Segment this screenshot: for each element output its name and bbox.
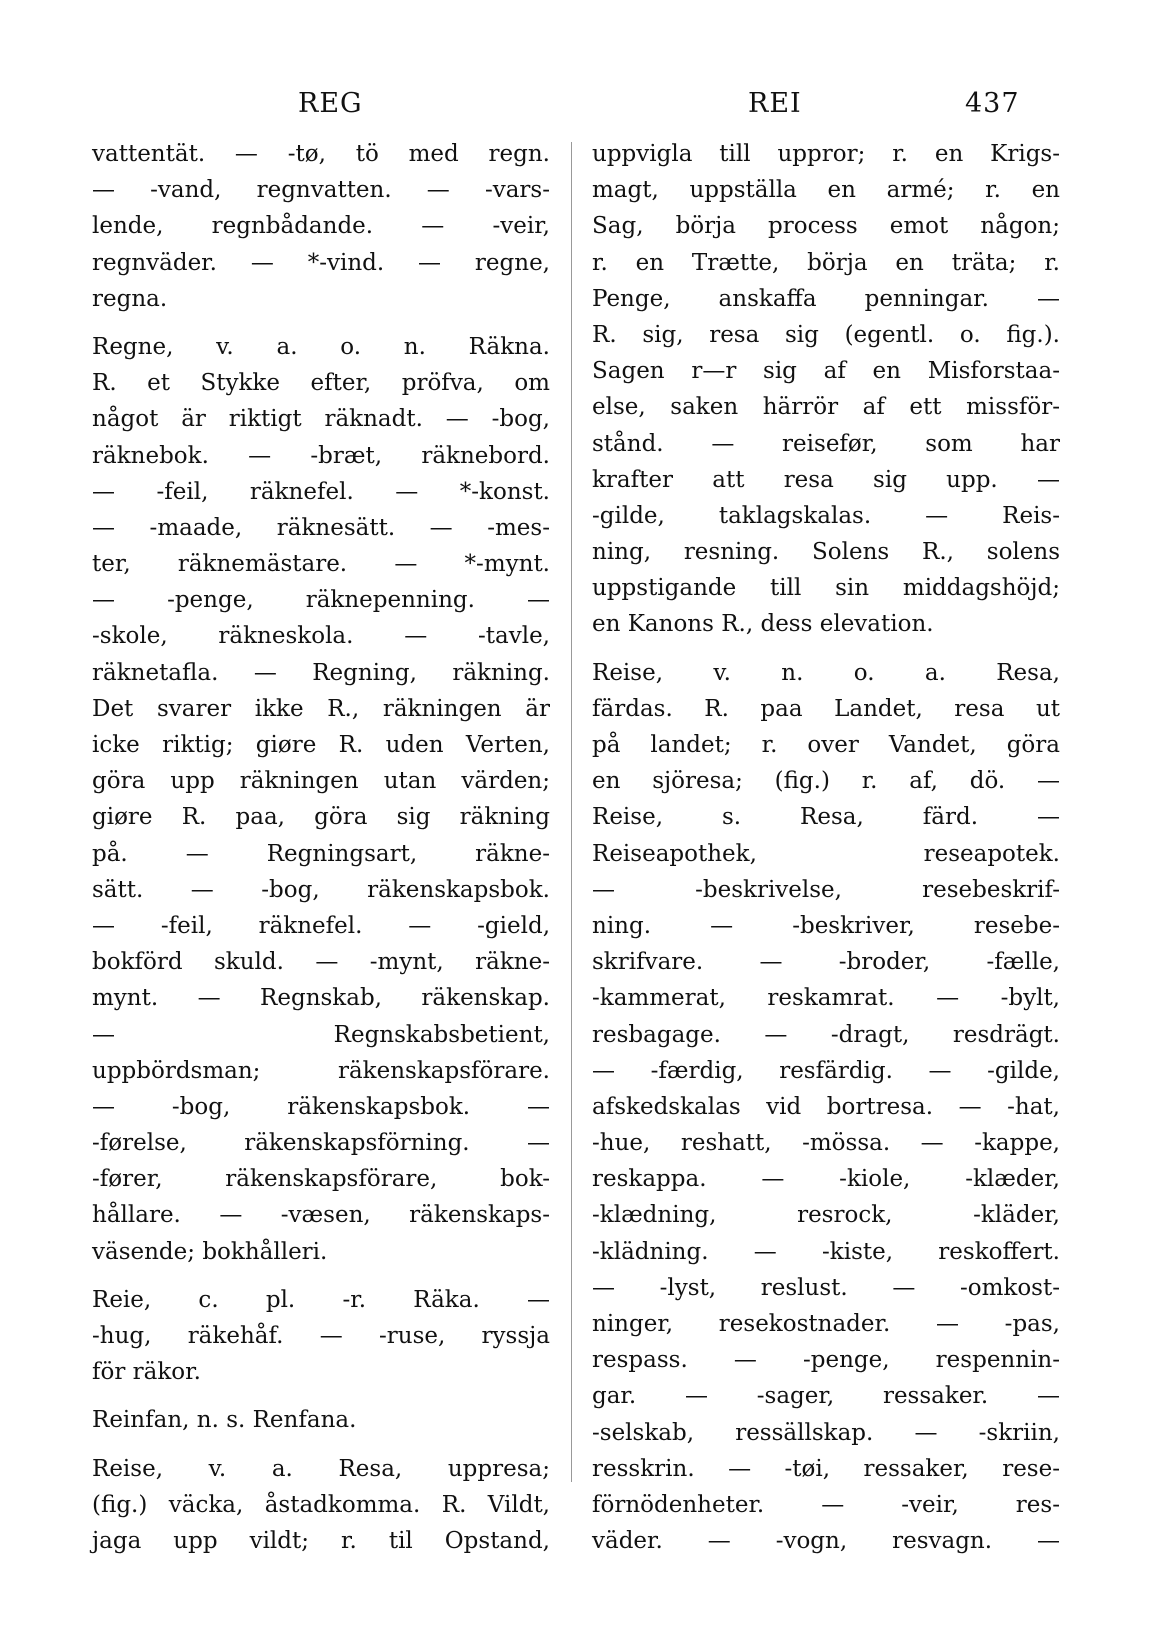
text-line: -klædning, resrock, -kläder, bbox=[592, 1202, 1060, 1229]
text-line: -klädning. — -kiste, reskoffert. bbox=[592, 1238, 1060, 1265]
text-line: på landet; r. over Vandet, göra bbox=[592, 732, 1060, 758]
text-line: — -beskrivelse, resebeskrif- bbox=[592, 876, 1060, 903]
text-line: -førelse, räkenskapsförning. — bbox=[92, 1130, 550, 1157]
text-line: -kammerat, reskamrat. — -bylt, bbox=[592, 985, 1060, 1012]
text-line: Det svarer ikke R., räkningen är bbox=[92, 695, 550, 722]
text-line: Reie, c. pl. -r. Räka. — bbox=[92, 1286, 550, 1313]
text-line: — -vand, regnvatten. — -vars- bbox=[92, 177, 550, 204]
running-head-right: REI bbox=[748, 88, 802, 119]
text-line: Reise, s. Resa, färd. — bbox=[592, 804, 1060, 831]
right-column bbox=[592, 136, 1060, 1559]
left-column bbox=[92, 136, 550, 1559]
text-line: skrifvare. — -broder, -fælle, bbox=[592, 949, 1060, 976]
text-line: förnödenheter. — -veir, res- bbox=[592, 1491, 1060, 1518]
text-line: ter, räknemästare. — *-mynt. bbox=[92, 551, 550, 578]
text-line: krafter att resa sig upp. — bbox=[592, 466, 1060, 493]
text-line: uppbördsman; räkenskapsförare. bbox=[92, 1057, 550, 1084]
text-line: (fig.) väcka, åstadkomma. R. Vildt, bbox=[92, 1491, 550, 1518]
text-line: vattentät. — -tø, tö med regn. bbox=[92, 141, 550, 167]
text-line: bokförd skuld. — -mynt, räkne- bbox=[92, 949, 550, 976]
text-line: ning, resning. Solens R., solens bbox=[592, 539, 1060, 566]
text-line: respass. — -penge, respennin- bbox=[592, 1347, 1060, 1374]
text-line: väsende; bokhålleri. bbox=[92, 1238, 328, 1265]
text-line: jaga upp vildt; r. til Opstand, bbox=[92, 1527, 550, 1554]
text-line: Regne, v. a. o. n. Räkna. bbox=[92, 333, 550, 360]
text-line: R. sig, resa sig (egentl. o. fig.). bbox=[592, 321, 1060, 348]
text-line: hållare. — -væsen, räkenskaps- bbox=[92, 1202, 550, 1229]
text-line: regna. bbox=[92, 285, 168, 312]
text-line: gar. — -sager, ressaker. — bbox=[592, 1383, 1060, 1410]
text-line: Sag, börja process emot någon; bbox=[592, 213, 1060, 240]
text-line: en sjöresa; (fig.) r. af, dö. — bbox=[592, 768, 1060, 795]
text-line: afskedskalas vid bortresa. — -hat, bbox=[592, 1093, 1060, 1120]
text-line: icke riktig; giøre R. uden Verten, bbox=[92, 732, 550, 758]
text-line: -skole, räkneskola. — -tavle, bbox=[92, 623, 550, 650]
text-line: på. — Regningsart, räkne- bbox=[92, 840, 550, 867]
running-head-left: REG bbox=[298, 88, 363, 119]
text-line: uppvigla till uppror; r. en Krigs- bbox=[592, 141, 1060, 167]
text-line: resskrin. — -tøi, ressaker, rese- bbox=[592, 1455, 1060, 1482]
text-line: Sagen r—r sig af en Misforstaa- bbox=[592, 358, 1060, 385]
text-line: Reiseapothek, reseapotek. bbox=[592, 840, 1060, 867]
text-line: -hug, räkehåf. — -ruse, ryssja bbox=[92, 1323, 550, 1349]
text-line: -gilde, taklagskalas. — Reis- bbox=[592, 502, 1060, 529]
text-line: räknebok. — -bræt, räknebord. bbox=[92, 442, 550, 469]
text-line: en Kanons R., dess elevation. bbox=[592, 611, 934, 638]
page-number: 437 bbox=[965, 88, 1020, 119]
text-line: -fører, räkenskapsförare, bok- bbox=[92, 1166, 550, 1193]
text-line: — Regnskabsbetient, bbox=[92, 1021, 550, 1048]
text-line: — -bog, räkenskapsbok. — bbox=[92, 1093, 550, 1120]
text-line: regnväder. — *-vind. — regne, bbox=[92, 249, 550, 276]
text-line: — -feil, räknefel. — *-konst. bbox=[92, 478, 550, 505]
text-line: ninger, resekostnader. — -pas, bbox=[592, 1311, 1060, 1337]
text-line: mynt. — Regnskab, räkenskap. bbox=[92, 985, 550, 1012]
text-line: R. et Stykke efter, pröfva, om bbox=[92, 370, 550, 397]
text-line: r. en Trætte, börja en träta; r. bbox=[592, 249, 1060, 276]
text-line: stånd. — reisefør, som har bbox=[592, 430, 1060, 457]
text-line: Penge, anskaffa penningar. — bbox=[592, 285, 1060, 312]
text-line: -hue, reshatt, -mössa. — -kappe, bbox=[592, 1130, 1060, 1157]
text-line: — -lyst, reslust. — -omkost- bbox=[592, 1274, 1060, 1301]
page-header bbox=[0, 88, 1152, 128]
text-line: något är riktigt räknadt. — -bog, bbox=[92, 406, 550, 433]
text-line: lende, regnbådande. — -veir, bbox=[92, 213, 550, 240]
text-line: — -maade, räknesätt. — -mes- bbox=[92, 514, 550, 541]
column-divider bbox=[571, 142, 572, 1482]
text-line: — -penge, räknepenning. — bbox=[92, 587, 550, 614]
text-line: else, saken härrör af ett missför- bbox=[592, 394, 1060, 421]
text-line: Reise, v. a. Resa, uppresa; bbox=[92, 1455, 550, 1482]
text-line: resbagage. — -dragt, resdrägt. bbox=[592, 1021, 1060, 1048]
text-line: magt, uppställa en armé; r. en bbox=[592, 177, 1060, 204]
text-line: räknetafla. — Regning, räkning. bbox=[92, 659, 550, 686]
text-line: väder. — -vogn, resvagn. — bbox=[592, 1528, 1060, 1555]
text-line: Reise, v. n. o. a. Resa, bbox=[592, 659, 1060, 686]
text-line: Reinfan, n. s. Renfana. bbox=[92, 1407, 357, 1434]
text-line: -selskab, ressällskap. — -skriin, bbox=[592, 1419, 1060, 1446]
text-line: — -færdig, resfärdig. — -gilde, bbox=[592, 1057, 1060, 1084]
text-line: göra upp räkningen utan värden; bbox=[92, 768, 550, 795]
text-line: reskappa. — -kiole, -klæder, bbox=[592, 1166, 1060, 1193]
text-line: sätt. — -bog, räkenskapsbok. bbox=[92, 876, 550, 903]
text-line: färdas. R. paa Landet, resa ut bbox=[592, 695, 1060, 722]
text-line: giøre R. paa, göra sig räkning bbox=[92, 804, 550, 831]
text-line: uppstigande till sin middagshöjd; bbox=[592, 575, 1060, 602]
text-line: för räkor. bbox=[92, 1359, 201, 1386]
text-line: ning. — -beskriver, resebe- bbox=[592, 912, 1060, 939]
text-line: — -feil, räknefel. — -gield, bbox=[92, 912, 550, 939]
